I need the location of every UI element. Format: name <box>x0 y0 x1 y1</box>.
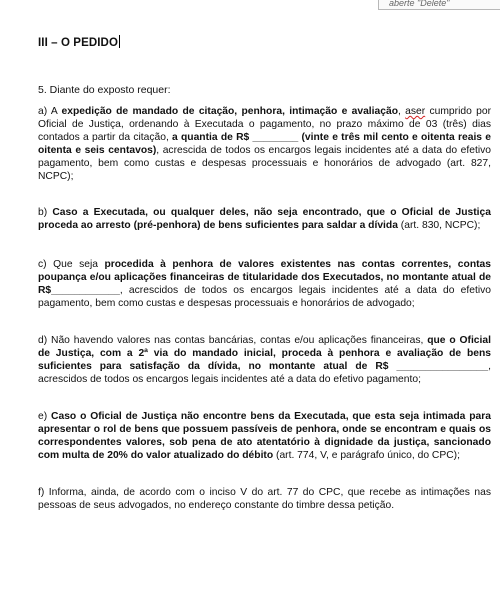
spelling-error-word[interactable]: aser <box>405 106 426 117</box>
paragraph-b-text: (art. 830, NCPC); <box>397 219 481 231</box>
paragraph-e <box>38 411 491 463</box>
paragraph-b-bold: Caso a Executada, ou qualquer deles, não seja encontrado, que o Oficial de Justiça proceda ao arresto (pré-penhora) de bens suficientes para saldar a dívida <box>38 207 491 231</box>
paragraph-e-lead: e) <box>38 411 52 422</box>
text-cursor <box>119 35 120 48</box>
paragraph-e-bold: Caso o Oficial de Justiça não encontre bens da Executada, que esta seja intimada para apresentar o rol de bens que possuem passíveis de penhora, onde se encontram e quais os correspondentes valores, sob pena de ato atentatório à dignidade da justiça, sancionado com multa de 20% do valor atualizado do débito <box>38 411 491 461</box>
section-heading-text: III – O PEDIDO <box>38 37 119 49</box>
paragraph-a-text-1: cumprido por Oficial de Justiça, ordenando à Executada o pagamento, no prazo máximo de 03 (três) dias contados a partir da citação, <box>38 106 492 143</box>
paragraph-d-bold: que o Oficial de Justiça, com a 2ª via do mandado inicial, proceda à penhora e avaliação de bens suficientes para satisfação da dívida, no montante atual de R$ ________________ <box>38 335 491 372</box>
paragraph-d <box>38 335 491 387</box>
paragraph-c <box>38 259 491 311</box>
paragraph-a <box>38 106 491 183</box>
paragraph-c-lead: c) Que seja <box>38 259 105 270</box>
paragraph-c-bold: procedida à penhora de valores existentes nas contas correntes, contas poupança e/ou aplicações financeiras de titularidade dos Executados, no montante atual de R$____________ <box>38 259 491 296</box>
paragraph-b-lead: b) <box>38 207 53 218</box>
paragraph-f-text: f) Informa, ainda, de acordo com o inciso V do art. 77 do CPC, que recebe as intimações nas pessoas de seus advogados, no endereço constante do timbre dessa petição. <box>38 487 491 511</box>
paragraph-a-lead: a) A <box>38 106 62 117</box>
intro-paragraph: 5. Diante do exposto requer: <box>38 84 171 96</box>
paragraph-a-sep: , <box>398 106 406 117</box>
paragraph-a-text-2: , acrescida de todos os encargos legais incidentes até a data do efetivo pagamento, bem como custas e despesas processuais e honorários de advogado (art. 827, NCPC); <box>38 144 491 182</box>
section-heading <box>38 35 120 49</box>
comment-balloon[interactable] <box>378 0 500 10</box>
paragraph-d-text: , acrescidos de todos os encargos legais incidentes até a data do efetivo pagamento; <box>38 360 491 385</box>
paragraph-d-lead: d) Não havendo valores nas contas bancárias, contas e/ou aplicações financeiras, <box>38 335 428 346</box>
paragraph-a-bold-2: a quantia de R$ ________ (vinte e três mil cento e oitenta reais e oitenta e seis centavos) <box>38 131 491 156</box>
paragraph-e-text: (art. 774, V, e parágrafo único, do CPC); <box>273 449 460 461</box>
paragraph-a-bold-1: expedição de mandado de citação, penhora, intimação e avaliação <box>61 106 398 117</box>
comment-text: aberte "Delete" <box>389 0 450 8</box>
paragraph-f <box>38 487 491 513</box>
paragraph-b <box>38 207 491 233</box>
paragraph-c-text: , acrescidos de todos os encargos legais incidentes até a data do efetivo pagamento, bem como custas e despesas processuais e honorários de advogado; <box>38 284 491 309</box>
